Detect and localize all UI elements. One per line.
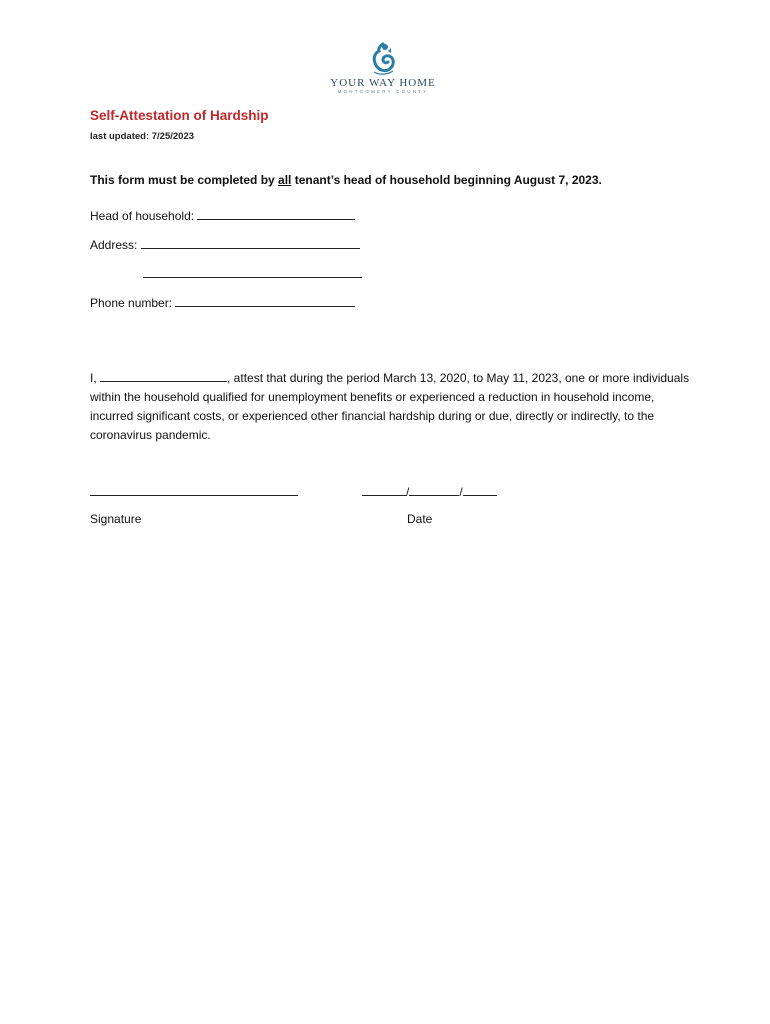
signature-blank[interactable] xyxy=(90,483,298,496)
form-title: Self-Attestation of Hardship xyxy=(90,108,269,123)
intro-text-before: This form must be completed by xyxy=(90,173,279,187)
date-year-blank[interactable] xyxy=(463,483,497,496)
date-month-blank[interactable] xyxy=(362,483,406,496)
intro-text-after: tenant’s head of household beginning August 7, 2023. xyxy=(291,173,602,187)
attestation-body: , attest that during the period March 13, 2020, to May 11, 2023, one or more individuals within the household qualified for unemployment benefits or experienced a reduction in household income, incurred significant costs, or experienced other financial hardship during or due, directly or indirectly, to the coronavirus pandemic. xyxy=(90,371,690,442)
form-instructions xyxy=(90,173,602,187)
address-field xyxy=(90,236,360,252)
date-separator-2: / xyxy=(459,485,463,499)
logo-icon xyxy=(369,42,397,76)
logo-name: YOUR WAY HOME xyxy=(330,77,436,89)
organization-logo xyxy=(318,42,448,104)
logo-subtitle: MONTGOMERY COUNTY xyxy=(337,89,429,94)
head-of-household-blank[interactable] xyxy=(197,207,355,220)
date-label: Date xyxy=(407,512,433,526)
attestation-name-blank[interactable] xyxy=(100,369,227,382)
last-updated: last updated: 7/25/2023 xyxy=(90,131,195,142)
address-blank-line-1[interactable] xyxy=(141,236,360,249)
attestation-statement xyxy=(90,369,690,445)
date-day-blank[interactable] xyxy=(409,483,459,496)
address-blank-line-2[interactable] xyxy=(143,265,362,278)
signature-label: Signature xyxy=(90,512,142,526)
intro-emphasis: all xyxy=(278,173,292,187)
phone-number-blank[interactable] xyxy=(175,294,355,307)
phone-number-field xyxy=(90,294,355,310)
date-separator-1: / xyxy=(406,485,410,499)
phone-number-label: Phone number: xyxy=(90,296,173,310)
date-blank xyxy=(362,483,497,499)
address-field-line-2 xyxy=(143,265,362,281)
head-of-household-field xyxy=(90,207,355,223)
attestation-prefix: I, xyxy=(90,371,97,385)
head-of-household-label: Head of household: xyxy=(90,209,195,223)
address-label: Address: xyxy=(90,238,138,252)
